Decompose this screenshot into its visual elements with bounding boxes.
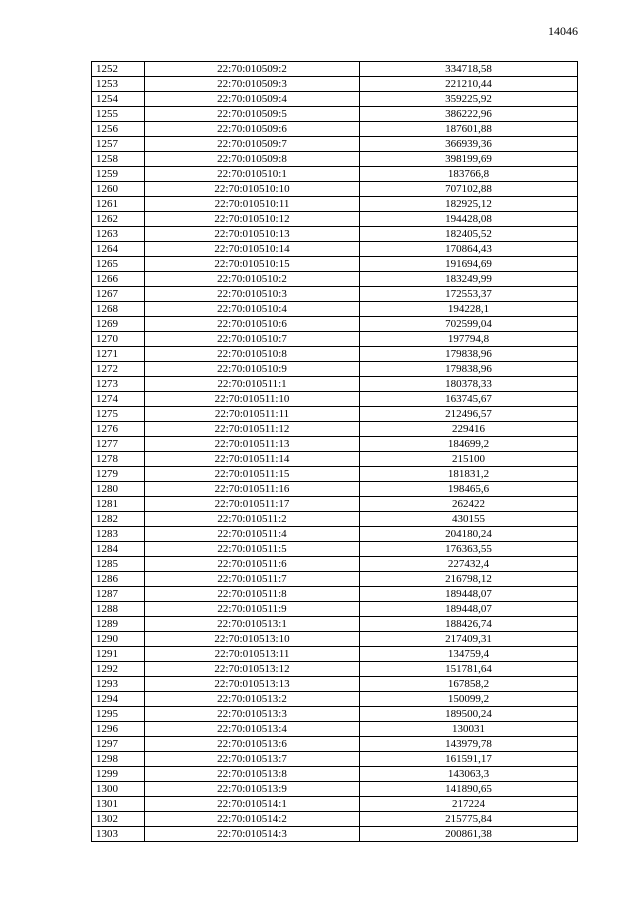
row-number-cell: 1268 bbox=[92, 302, 145, 317]
row-number-cell: 1265 bbox=[92, 257, 145, 272]
table-row bbox=[92, 92, 578, 107]
value-cell: 182405,52 bbox=[360, 227, 578, 242]
table-row bbox=[92, 542, 578, 557]
cadastral-number-cell: 22:70:010510:4 bbox=[145, 302, 360, 317]
table-row bbox=[92, 377, 578, 392]
value-cell: 262422 bbox=[360, 497, 578, 512]
table-body bbox=[92, 62, 578, 842]
value-cell: 141890,65 bbox=[360, 782, 578, 797]
table-row bbox=[92, 482, 578, 497]
row-number-cell: 1276 bbox=[92, 422, 145, 437]
value-cell: 204180,24 bbox=[360, 527, 578, 542]
row-number-cell: 1287 bbox=[92, 587, 145, 602]
value-cell: 143979,78 bbox=[360, 737, 578, 752]
value-cell: 170864,43 bbox=[360, 242, 578, 257]
value-cell: 188426,74 bbox=[360, 617, 578, 632]
row-number-cell: 1294 bbox=[92, 692, 145, 707]
row-number-cell: 1253 bbox=[92, 77, 145, 92]
row-number-cell: 1286 bbox=[92, 572, 145, 587]
cadastral-number-cell: 22:70:010511:9 bbox=[145, 602, 360, 617]
value-cell: 182925,12 bbox=[360, 197, 578, 212]
cadastral-number-cell: 22:70:010514:2 bbox=[145, 812, 360, 827]
value-cell: 180378,33 bbox=[360, 377, 578, 392]
table-row bbox=[92, 602, 578, 617]
row-number-cell: 1290 bbox=[92, 632, 145, 647]
table-row bbox=[92, 362, 578, 377]
row-number-cell: 1299 bbox=[92, 767, 145, 782]
row-number-cell: 1272 bbox=[92, 362, 145, 377]
cadastral-number-cell: 22:70:010510:6 bbox=[145, 317, 360, 332]
table-row bbox=[92, 137, 578, 152]
row-number-cell: 1274 bbox=[92, 392, 145, 407]
table-row bbox=[92, 62, 578, 77]
table-row bbox=[92, 812, 578, 827]
table-row bbox=[92, 617, 578, 632]
table-row bbox=[92, 347, 578, 362]
cadastral-number-cell: 22:70:010513:4 bbox=[145, 722, 360, 737]
table-row bbox=[92, 512, 578, 527]
cadastral-number-cell: 22:70:010509:6 bbox=[145, 122, 360, 137]
table-row bbox=[92, 572, 578, 587]
cadastral-number-cell: 22:70:010510:9 bbox=[145, 362, 360, 377]
value-cell: 366939,36 bbox=[360, 137, 578, 152]
row-number-cell: 1295 bbox=[92, 707, 145, 722]
table-row bbox=[92, 782, 578, 797]
value-cell: 189500,24 bbox=[360, 707, 578, 722]
value-cell: 179838,96 bbox=[360, 347, 578, 362]
row-number-cell: 1258 bbox=[92, 152, 145, 167]
table-row bbox=[92, 287, 578, 302]
value-cell: 707102,88 bbox=[360, 182, 578, 197]
row-number-cell: 1303 bbox=[92, 827, 145, 842]
cadastral-number-cell: 22:70:010509:3 bbox=[145, 77, 360, 92]
table-row bbox=[92, 797, 578, 812]
row-number-cell: 1297 bbox=[92, 737, 145, 752]
row-number-cell: 1291 bbox=[92, 647, 145, 662]
cadastral-number-cell: 22:70:010510:8 bbox=[145, 347, 360, 362]
row-number-cell: 1271 bbox=[92, 347, 145, 362]
table-row bbox=[92, 647, 578, 662]
value-cell: 398199,69 bbox=[360, 152, 578, 167]
cadastral-number-cell: 22:70:010511:6 bbox=[145, 557, 360, 572]
cadastral-number-cell: 22:70:010510:14 bbox=[145, 242, 360, 257]
cadastral-number-cell: 22:70:010511:4 bbox=[145, 527, 360, 542]
cadastral-number-cell: 22:70:010511:8 bbox=[145, 587, 360, 602]
value-cell: 215100 bbox=[360, 452, 578, 467]
row-number-cell: 1269 bbox=[92, 317, 145, 332]
row-number-cell: 1278 bbox=[92, 452, 145, 467]
value-cell: 183766,8 bbox=[360, 167, 578, 182]
cadastral-number-cell: 22:70:010509:8 bbox=[145, 152, 360, 167]
value-cell: 215775,84 bbox=[360, 812, 578, 827]
value-cell: 189448,07 bbox=[360, 602, 578, 617]
row-number-cell: 1259 bbox=[92, 167, 145, 182]
row-number-cell: 1280 bbox=[92, 482, 145, 497]
table-row bbox=[92, 722, 578, 737]
table-row bbox=[92, 392, 578, 407]
row-number-cell: 1261 bbox=[92, 197, 145, 212]
value-cell: 212496,57 bbox=[360, 407, 578, 422]
cadastral-number-cell: 22:70:010513:9 bbox=[145, 782, 360, 797]
cadastral-number-cell: 22:70:010511:1 bbox=[145, 377, 360, 392]
value-cell: 197794,8 bbox=[360, 332, 578, 347]
cadastral-number-cell: 22:70:010511:2 bbox=[145, 512, 360, 527]
cadastral-number-cell: 22:70:010509:4 bbox=[145, 92, 360, 107]
cadastral-number-cell: 22:70:010513:12 bbox=[145, 662, 360, 677]
value-cell: 189448,07 bbox=[360, 587, 578, 602]
cadastral-number-cell: 22:70:010513:11 bbox=[145, 647, 360, 662]
value-cell: 217409,31 bbox=[360, 632, 578, 647]
table-row bbox=[92, 662, 578, 677]
value-cell: 198465,6 bbox=[360, 482, 578, 497]
table-row bbox=[92, 497, 578, 512]
value-cell: 216798,12 bbox=[360, 572, 578, 587]
cadastral-number-cell: 22:70:010514:1 bbox=[145, 797, 360, 812]
cadastral-number-cell: 22:70:010511:14 bbox=[145, 452, 360, 467]
value-cell: 334718,58 bbox=[360, 62, 578, 77]
row-number-cell: 1273 bbox=[92, 377, 145, 392]
cadastral-number-cell: 22:70:010511:10 bbox=[145, 392, 360, 407]
cadastral-number-cell: 22:70:010511:17 bbox=[145, 497, 360, 512]
value-cell: 134759,4 bbox=[360, 647, 578, 662]
row-number-cell: 1255 bbox=[92, 107, 145, 122]
value-cell: 167858,2 bbox=[360, 677, 578, 692]
cadastral-number-cell: 22:70:010509:2 bbox=[145, 62, 360, 77]
cadastral-number-cell: 22:70:010510:10 bbox=[145, 182, 360, 197]
value-cell: 217224 bbox=[360, 797, 578, 812]
value-cell: 184699,2 bbox=[360, 437, 578, 452]
value-cell: 200861,38 bbox=[360, 827, 578, 842]
row-number-cell: 1293 bbox=[92, 677, 145, 692]
row-number-cell: 1260 bbox=[92, 182, 145, 197]
cadastral-number-cell: 22:70:010513:6 bbox=[145, 737, 360, 752]
value-cell: 359225,92 bbox=[360, 92, 578, 107]
row-number-cell: 1301 bbox=[92, 797, 145, 812]
table-row bbox=[92, 167, 578, 182]
row-number-cell: 1257 bbox=[92, 137, 145, 152]
cadastral-number-cell: 22:70:010513:7 bbox=[145, 752, 360, 767]
cadastral-number-cell: 22:70:010513:10 bbox=[145, 632, 360, 647]
value-cell: 221210,44 bbox=[360, 77, 578, 92]
table-row bbox=[92, 437, 578, 452]
value-cell: 227432,4 bbox=[360, 557, 578, 572]
row-number-cell: 1252 bbox=[92, 62, 145, 77]
table-row bbox=[92, 677, 578, 692]
value-cell: 194428,08 bbox=[360, 212, 578, 227]
value-cell: 150099,2 bbox=[360, 692, 578, 707]
table-row bbox=[92, 122, 578, 137]
value-cell: 163745,67 bbox=[360, 392, 578, 407]
page-number: 14046 bbox=[548, 24, 578, 38]
value-cell: 176363,55 bbox=[360, 542, 578, 557]
cadastral-number-cell: 22:70:010511:11 bbox=[145, 407, 360, 422]
table-row bbox=[92, 632, 578, 647]
cadastral-number-cell: 22:70:010513:2 bbox=[145, 692, 360, 707]
row-number-cell: 1254 bbox=[92, 92, 145, 107]
cadastral-number-cell: 22:70:010510:13 bbox=[145, 227, 360, 242]
row-number-cell: 1281 bbox=[92, 497, 145, 512]
row-number-cell: 1264 bbox=[92, 242, 145, 257]
value-cell: 386222,96 bbox=[360, 107, 578, 122]
table-row bbox=[92, 272, 578, 287]
table-row bbox=[92, 242, 578, 257]
value-cell: 143063,3 bbox=[360, 767, 578, 782]
cadastral-number-cell: 22:70:010509:7 bbox=[145, 137, 360, 152]
row-number-cell: 1267 bbox=[92, 287, 145, 302]
value-cell: 151781,64 bbox=[360, 662, 578, 677]
table-row bbox=[92, 827, 578, 842]
value-cell: 130031 bbox=[360, 722, 578, 737]
table-row bbox=[92, 182, 578, 197]
table-row bbox=[92, 467, 578, 482]
value-cell: 430155 bbox=[360, 512, 578, 527]
table-row bbox=[92, 77, 578, 92]
row-number-cell: 1256 bbox=[92, 122, 145, 137]
table-row bbox=[92, 587, 578, 602]
table-row bbox=[92, 707, 578, 722]
row-number-cell: 1266 bbox=[92, 272, 145, 287]
value-cell: 702599,04 bbox=[360, 317, 578, 332]
row-number-cell: 1284 bbox=[92, 542, 145, 557]
table-row bbox=[92, 317, 578, 332]
value-cell: 229416 bbox=[360, 422, 578, 437]
cadastral-number-cell: 22:70:010510:7 bbox=[145, 332, 360, 347]
table-row bbox=[92, 452, 578, 467]
row-number-cell: 1289 bbox=[92, 617, 145, 632]
value-cell: 172553,37 bbox=[360, 287, 578, 302]
row-number-cell: 1292 bbox=[92, 662, 145, 677]
value-cell: 179838,96 bbox=[360, 362, 578, 377]
row-number-cell: 1275 bbox=[92, 407, 145, 422]
table-row bbox=[92, 302, 578, 317]
cadastral-number-cell: 22:70:010510:1 bbox=[145, 167, 360, 182]
table-row bbox=[92, 107, 578, 122]
cadastral-number-cell: 22:70:010510:3 bbox=[145, 287, 360, 302]
row-number-cell: 1263 bbox=[92, 227, 145, 242]
table-row bbox=[92, 197, 578, 212]
cadastral-number-cell: 22:70:010514:3 bbox=[145, 827, 360, 842]
cadastral-number-cell: 22:70:010511:16 bbox=[145, 482, 360, 497]
cadastral-number-cell: 22:70:010511:5 bbox=[145, 542, 360, 557]
table-row bbox=[92, 737, 578, 752]
row-number-cell: 1296 bbox=[92, 722, 145, 737]
row-number-cell: 1282 bbox=[92, 512, 145, 527]
cadastral-number-cell: 22:70:010510:12 bbox=[145, 212, 360, 227]
table-row bbox=[92, 422, 578, 437]
value-cell: 194228,1 bbox=[360, 302, 578, 317]
row-number-cell: 1262 bbox=[92, 212, 145, 227]
cadastral-number-cell: 22:70:010513:3 bbox=[145, 707, 360, 722]
row-number-cell: 1300 bbox=[92, 782, 145, 797]
data-table bbox=[91, 61, 578, 842]
cadastral-number-cell: 22:70:010509:5 bbox=[145, 107, 360, 122]
row-number-cell: 1298 bbox=[92, 752, 145, 767]
table-row bbox=[92, 692, 578, 707]
row-number-cell: 1285 bbox=[92, 557, 145, 572]
value-cell: 187601,88 bbox=[360, 122, 578, 137]
table-row bbox=[92, 152, 578, 167]
cadastral-number-cell: 22:70:010510:2 bbox=[145, 272, 360, 287]
cadastral-number-cell: 22:70:010513:1 bbox=[145, 617, 360, 632]
row-number-cell: 1302 bbox=[92, 812, 145, 827]
table-row bbox=[92, 407, 578, 422]
table-row bbox=[92, 227, 578, 242]
cadastral-number-cell: 22:70:010511:15 bbox=[145, 467, 360, 482]
row-number-cell: 1279 bbox=[92, 467, 145, 482]
table-row bbox=[92, 767, 578, 782]
table-row bbox=[92, 332, 578, 347]
row-number-cell: 1283 bbox=[92, 527, 145, 542]
cadastral-number-cell: 22:70:010513:13 bbox=[145, 677, 360, 692]
table-row bbox=[92, 257, 578, 272]
row-number-cell: 1277 bbox=[92, 437, 145, 452]
cadastral-number-cell: 22:70:010511:7 bbox=[145, 572, 360, 587]
value-cell: 181831,2 bbox=[360, 467, 578, 482]
row-number-cell: 1270 bbox=[92, 332, 145, 347]
cadastral-number-cell: 22:70:010511:12 bbox=[145, 422, 360, 437]
cadastral-number-cell: 22:70:010513:8 bbox=[145, 767, 360, 782]
value-cell: 183249,99 bbox=[360, 272, 578, 287]
value-cell: 191694,69 bbox=[360, 257, 578, 272]
value-cell: 161591,17 bbox=[360, 752, 578, 767]
cadastral-number-cell: 22:70:010510:11 bbox=[145, 197, 360, 212]
cadastral-number-cell: 22:70:010511:13 bbox=[145, 437, 360, 452]
row-number-cell: 1288 bbox=[92, 602, 145, 617]
table-row bbox=[92, 557, 578, 572]
table-row bbox=[92, 212, 578, 227]
table-row bbox=[92, 527, 578, 542]
table-row bbox=[92, 752, 578, 767]
cadastral-number-cell: 22:70:010510:15 bbox=[145, 257, 360, 272]
